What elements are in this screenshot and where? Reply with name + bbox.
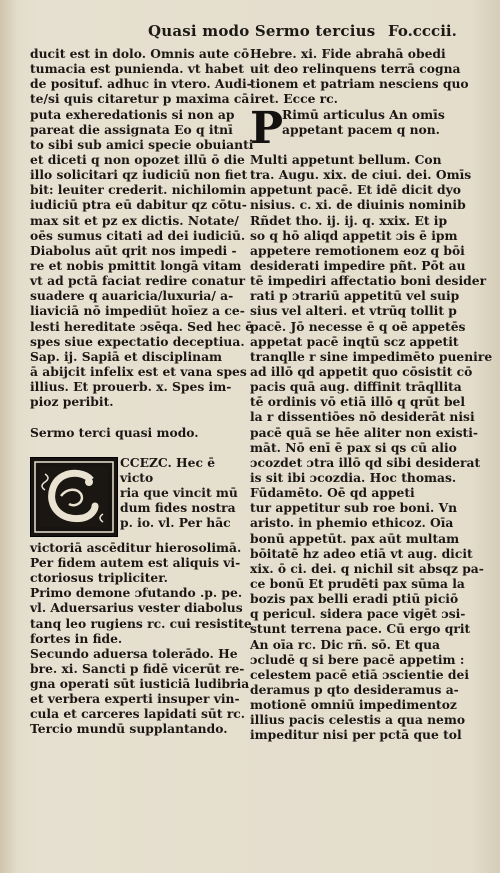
- text-line: māt. Nō enī ē pax si qs cū alio: [250, 439, 457, 455]
- section-heading: Sermo terci quasi modo.: [30, 424, 199, 440]
- text-line: Sap. ij. Sapiā et disciplinam: [30, 348, 223, 364]
- text-line: illius. Et prouerb. x. Spes im-: [30, 379, 232, 395]
- text-line: vt ad pctā faciat redire conatur: [30, 273, 246, 289]
- text-line: de posituf. adhuc in vtero. Audi-: [30, 76, 252, 92]
- text-line: appetunt pacē. Et idē dicit dyo: [250, 182, 461, 198]
- text-line: tumacia est punienda. vt habet: [30, 61, 244, 77]
- text-line: An oīa rc. Dic rñ. sō. Et qua: [250, 636, 441, 652]
- text-line: celestem pacē etiā ɔscientie dei: [250, 666, 469, 682]
- folio-number: Fo.cccii.: [388, 22, 457, 40]
- text-line: ɔcludē q si bere pacē appetim :: [250, 651, 465, 667]
- text-line: is sit ibi ɔcozdia. Hoc thomas.: [250, 469, 457, 485]
- text-line: pacis quā aug. diffinit trāqllita: [250, 379, 462, 395]
- text-line: Fūdamēto. Oē qd appeti: [250, 485, 415, 501]
- text-line: motionē omniū impedimentoz: [250, 697, 457, 713]
- text-line: te/si quis citaretur p maxima cā: [30, 91, 250, 107]
- text-line: dum fides nostra: [120, 500, 236, 516]
- text-line: Diabolus aūt qrit nos impedi -: [30, 242, 237, 258]
- text-line: Hebre. xi. Fide abrahā obedi: [250, 46, 446, 61]
- text-line: CCEZC. Hec ē: [120, 454, 216, 470]
- text-line: Tercio mundū supplantando.: [30, 721, 228, 737]
- text-line: bozis pax belli eradi ptiū piciō: [250, 591, 459, 607]
- text-line: xix. ō ci. dei. q nichil sit absqz pa-: [250, 560, 484, 576]
- text-line: illius pacis celestis a qua nemo: [250, 712, 466, 728]
- text-line: tē impediri affectatio boni desider: [250, 273, 487, 289]
- text-line: Per fidem autem est aliquis vi-: [30, 554, 241, 570]
- text-line: tionem et patriam nesciens quo: [250, 76, 469, 92]
- big-initial-p: P: [250, 102, 284, 154]
- text-line: bonū appetūt. pax aūt multam: [250, 530, 460, 546]
- text-line: spes siue expectatio deceptiua.: [30, 333, 245, 349]
- text-line: impeditur nisi per pctā que tol: [250, 727, 462, 743]
- text-line: q pericul. sidera pace vigēt ɔsi-: [250, 606, 466, 622]
- text-line: deramus p qto desideramus a-: [250, 681, 459, 697]
- text-line: illo solicitari qz iudiciū non fiet: [30, 167, 248, 183]
- text-line: appetant pacem q non.: [282, 121, 440, 137]
- text-line: bōitatē hz adeo etiā vt aug. dicit: [250, 545, 473, 561]
- right-column-text-bottom: [250, 152, 493, 743]
- text-line: stunt terrena pace. Cū ergo qrit: [250, 621, 471, 637]
- text-line: pareat die assignata Eo q itnī: [30, 121, 233, 137]
- text-line: tur appetitur sub roe boni. Vn: [250, 500, 458, 516]
- text-line: ctoriosus tripliciter.: [30, 570, 168, 586]
- text-line: ducit est in dolo. Omnis aute cō: [30, 46, 250, 61]
- right-column-text-top: [250, 46, 469, 107]
- text-line: tranqlle r sine impedimēto puenire: [250, 348, 493, 364]
- text-line: iret. Ecce rc.: [250, 91, 338, 107]
- text-line: la r dissentiōes nō desiderāt nisi: [250, 409, 475, 425]
- text-line: Secundo aduersa tolerādo. He: [30, 645, 238, 661]
- text-line: victoriā ascēditur hierosolimā.: [30, 539, 242, 555]
- text-line: et verbera experti insuper vin-: [30, 691, 240, 707]
- text-line: p. io. vl. Per hāc: [120, 515, 231, 531]
- text-line: ad illō qd appetit quo cōsistit cō: [250, 363, 473, 379]
- left-column-text-top: [30, 46, 254, 410]
- text-line: puta exheredationis si non ap: [30, 106, 235, 122]
- left-column: [30, 46, 254, 737]
- text-line: cula et carceres lapidati sūt rc.: [30, 706, 246, 722]
- text-line: Primo demone ɔfutando .p. pe.: [30, 585, 243, 601]
- text-line: ɔcozdet ɔtra illō qd sibi desiderat: [250, 454, 481, 470]
- text-line: et diceti q non opozet illū ō die: [30, 151, 245, 167]
- decorated-initial-block: [30, 455, 244, 575]
- text-line: bre. xi. Sancti p fidē vicerūt re-: [30, 660, 245, 676]
- text-line: appetat pacē inqtū scz appetit: [250, 333, 459, 349]
- text-line: desiderati impedire pñt. Pōt au: [250, 257, 466, 273]
- text-line: so q hō aliqd appetit ɔis ē ipm: [250, 227, 458, 243]
- text-line: fortes in fide.: [30, 630, 123, 646]
- running-title: Quasi modo Sermo tercius: [148, 22, 376, 40]
- text-line: victo: [120, 469, 154, 485]
- text-line: oēs sumus citati ad dei iudiciū.: [30, 227, 246, 243]
- big-initial-block: [250, 102, 462, 154]
- text-line: iudiciū ptra eū dabitur qz cōtu-: [30, 197, 247, 213]
- text-line: uit deo relinquens terrā cogna: [250, 61, 461, 77]
- text-line: pacē quā se hēe aliter non existi-: [250, 424, 478, 440]
- text-line: gna operati sūt iusticiā ludibria: [30, 676, 250, 692]
- text-line: ria que vincit mū: [120, 485, 238, 501]
- text-line: pioz peribit.: [30, 394, 114, 410]
- text-line: tē ordinis vō etiā illō q qrūt bel: [250, 394, 466, 410]
- text-line: vl. Aduersarius vester diabolus: [30, 600, 243, 616]
- text-line: sius vel alteri. et vtrūq tollit p: [250, 303, 457, 319]
- text-line: tanq leo rugiens rc. cui resistite: [30, 615, 252, 631]
- initial-side-text: [120, 455, 244, 531]
- text-line: suadere q auaricia/luxuria/ a-: [30, 288, 234, 304]
- text-line: nisius. c. xi. de diuinis nominib: [250, 197, 466, 213]
- right-column: [250, 46, 493, 743]
- text-line: bit: leuiter crederit. nichilomin: [30, 182, 246, 198]
- text-line: Rñdet tho. ij. ij. q. xxix. Et ip: [250, 212, 448, 228]
- text-line: appetere remotionem eoz q bōi: [250, 242, 465, 258]
- text-line: lesti hereditate ɔsēqa. Sed hec ē: [30, 318, 254, 334]
- text-line: Rimū articulus An omīs: [282, 106, 445, 122]
- text-line: pacē. Jō necesse ē q oē appetēs: [250, 318, 466, 334]
- text-line: rati p ɔtrariū appetitū vel suip: [250, 288, 460, 304]
- text-line: re et nobis pmittit longā vitam: [30, 257, 242, 273]
- woodcut-initial-c-icon: [30, 457, 118, 537]
- text-line: max sit et pz ex dictis. Notate/: [30, 212, 239, 228]
- running-head: [0, 22, 500, 44]
- text-line: to sibi sub amici specie obuianti: [30, 136, 254, 152]
- text-line: tra. Augu. xix. de ciui. dei. Omīs: [250, 167, 472, 183]
- text-line: aristo. in phemio ethicoz. Oīa: [250, 515, 454, 531]
- text-line: ce bonū Et prudēti pax sūma la: [250, 575, 465, 591]
- text-line: liaviciā nō impediūt hoīez a ce-: [30, 303, 245, 319]
- big-initial-side-text: [282, 107, 462, 137]
- text-line: ā abijcit infelix est et vana spes: [30, 363, 247, 379]
- text-line: Multi appetunt bellum. Con: [250, 152, 442, 167]
